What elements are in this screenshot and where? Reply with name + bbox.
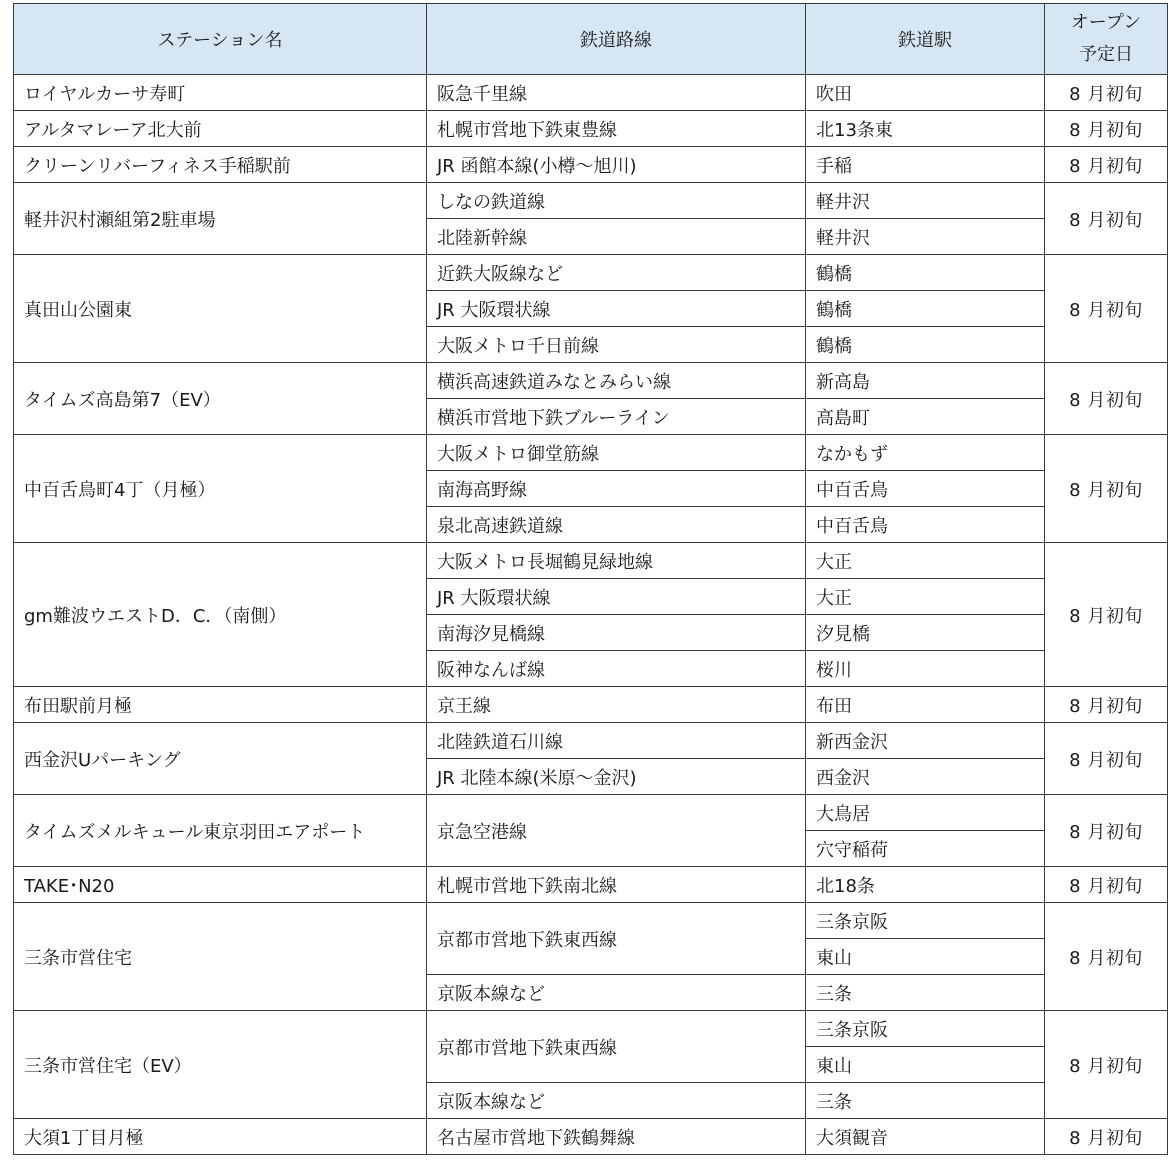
railway-line-cell: JR 大阪環状線	[427, 579, 806, 615]
open-date-cell: 8 月初旬	[1045, 1011, 1168, 1119]
table-row	[14, 543, 1168, 579]
station-name-cell: ロイヤルカーサ寿町	[14, 75, 427, 111]
railway-station-cell: 鶴橋	[806, 291, 1045, 327]
station-table	[13, 3, 1168, 1155]
railway-line-cell: JR 大阪環状線	[427, 291, 806, 327]
railway-line-cell: 泉北高速鉄道線	[427, 507, 806, 543]
table-row	[14, 363, 1168, 399]
header-station-name: ステーション名	[14, 4, 427, 75]
station-name-cell: アルタマレーア北大前	[14, 111, 427, 147]
table-row	[14, 75, 1168, 111]
railway-line-cell: 大阪メトロ千日前線	[427, 327, 806, 363]
table-row	[14, 147, 1168, 183]
station-name-cell: 中百舌鳥町4丁（月極）	[14, 435, 427, 543]
open-date-cell: 8 月初旬	[1045, 435, 1168, 543]
station-name-cell: 西金沢Uパーキング	[14, 723, 427, 795]
railway-station-cell: 三条	[806, 1083, 1045, 1119]
station-name-cell: 軽井沢村瀬組第2駐車場	[14, 183, 427, 255]
open-date-cell: 8 月初旬	[1045, 723, 1168, 795]
table-row	[14, 903, 1168, 939]
open-date-cell: 8 月初旬	[1045, 795, 1168, 867]
station-name-cell: 真田山公園東	[14, 255, 427, 363]
table-row	[14, 111, 1168, 147]
station-name-cell: 布田駅前月極	[14, 687, 427, 723]
railway-station-cell: 吹田	[806, 75, 1045, 111]
open-date-cell: 8 月初旬	[1045, 111, 1168, 147]
railway-line-cell: 横浜高速鉄道みなとみらい線	[427, 363, 806, 399]
open-date-cell: 8 月初旬	[1045, 147, 1168, 183]
header-open-line2: 予定日	[1079, 44, 1133, 65]
railway-line-cell: 札幌市営地下鉄東豊線	[427, 111, 806, 147]
railway-station-cell: 大須観音	[806, 1119, 1045, 1155]
railway-station-cell: 三条	[806, 975, 1045, 1011]
header-open-date	[1045, 4, 1168, 75]
table-row	[14, 867, 1168, 903]
railway-line-cell: 北陸鉄道石川線	[427, 723, 806, 759]
railway-line-cell: 札幌市営地下鉄南北線	[427, 867, 806, 903]
station-name-cell: gm難波ウエストD．C．（南側）	[14, 543, 427, 687]
table-row	[14, 183, 1168, 219]
railway-station-cell: 穴守稲荷	[806, 831, 1045, 867]
railway-station-cell: 高島町	[806, 399, 1045, 435]
station-name-cell: タイムズ高島第7（EV）	[14, 363, 427, 435]
railway-station-cell: 北18条	[806, 867, 1045, 903]
railway-line-cell: 北陸新幹線	[427, 219, 806, 255]
railway-line-cell: 京阪本線など	[427, 975, 806, 1011]
table-row	[14, 1119, 1168, 1155]
railway-station-cell: 大正	[806, 543, 1045, 579]
open-date-cell: 8 月初旬	[1045, 255, 1168, 363]
railway-station-cell: 三条京阪	[806, 1011, 1045, 1047]
railway-station-cell: なかもず	[806, 435, 1045, 471]
table-row	[14, 723, 1168, 759]
railway-line-cell: 横浜市営地下鉄ブルーライン	[427, 399, 806, 435]
railway-line-cell: しなの鉄道線	[427, 183, 806, 219]
table-row	[14, 1011, 1168, 1047]
table-row	[14, 255, 1168, 291]
railway-station-cell: 鶴橋	[806, 327, 1045, 363]
railway-line-cell: JR 函館本線(小樽～旭川)	[427, 147, 806, 183]
open-date-cell: 8 月初旬	[1045, 903, 1168, 1011]
railway-station-cell: 大鳥居	[806, 795, 1045, 831]
railway-station-cell: 汐見橋	[806, 615, 1045, 651]
railway-line-cell: 名古屋市営地下鉄鶴舞線	[427, 1119, 806, 1155]
railway-station-cell: 大正	[806, 579, 1045, 615]
open-date-cell: 8 月初旬	[1045, 363, 1168, 435]
railway-line-cell: 京都市営地下鉄東西線	[427, 1011, 806, 1083]
railway-line-cell: 京急空港線	[427, 795, 806, 867]
railway-station-cell: 新高島	[806, 363, 1045, 399]
station-name-cell: 大須1丁目月極	[14, 1119, 427, 1155]
railway-line-cell: 南海高野線	[427, 471, 806, 507]
railway-station-cell: 手稲	[806, 147, 1045, 183]
open-date-cell: 8 月初旬	[1045, 867, 1168, 903]
railway-station-cell: 北13条東	[806, 111, 1045, 147]
railway-line-cell: 大阪メトロ御堂筋線	[427, 435, 806, 471]
header-open-line1: オープン	[1070, 12, 1142, 33]
railway-line-cell: 京都市営地下鉄東西線	[427, 903, 806, 975]
railway-line-cell: 阪急千里線	[427, 75, 806, 111]
station-name-cell: クリーンリバーフィネス手稲駅前	[14, 147, 427, 183]
open-date-cell: 8 月初旬	[1045, 1119, 1168, 1155]
railway-station-cell: 東山	[806, 939, 1045, 975]
railway-station-cell: 三条京阪	[806, 903, 1045, 939]
station-name-cell: TAKE･N20	[14, 867, 427, 903]
railway-station-cell: 中百舌鳥	[806, 471, 1045, 507]
railway-station-cell: 東山	[806, 1047, 1045, 1083]
railway-station-cell: 布田	[806, 687, 1045, 723]
open-date-cell: 8 月初旬	[1045, 687, 1168, 723]
table-row	[14, 687, 1168, 723]
header-railway-station: 鉄道駅	[806, 4, 1045, 75]
railway-station-cell: 桜川	[806, 651, 1045, 687]
open-date-cell: 8 月初旬	[1045, 75, 1168, 111]
table-row	[14, 795, 1168, 831]
railway-station-cell: 中百舌鳥	[806, 507, 1045, 543]
open-date-cell: 8 月初旬	[1045, 183, 1168, 255]
railway-station-cell: 鶴橋	[806, 255, 1045, 291]
railway-line-cell: 京王線	[427, 687, 806, 723]
railway-station-cell: 新西金沢	[806, 723, 1045, 759]
railway-station-cell: 軽井沢	[806, 219, 1045, 255]
railway-station-cell: 軽井沢	[806, 183, 1045, 219]
railway-line-cell: 阪神なんば線	[427, 651, 806, 687]
header-railway-line: 鉄道路線	[427, 4, 806, 75]
railway-line-cell: 南海汐見橋線	[427, 615, 806, 651]
railway-line-cell: 京阪本線など	[427, 1083, 806, 1119]
railway-line-cell: 大阪メトロ長堀鶴見緑地線	[427, 543, 806, 579]
table-body	[14, 75, 1168, 1155]
open-date-cell: 8 月初旬	[1045, 543, 1168, 687]
header-row	[14, 4, 1168, 75]
station-name-cell: 三条市営住宅（EV）	[14, 1011, 427, 1119]
table-row	[14, 435, 1168, 471]
railway-line-cell: JR 北陸本線(米原～金沢)	[427, 759, 806, 795]
railway-station-cell: 西金沢	[806, 759, 1045, 795]
railway-line-cell: 近鉄大阪線など	[427, 255, 806, 291]
station-name-cell: タイムズメルキュール東京羽田エアポート	[14, 795, 427, 867]
station-name-cell: 三条市営住宅	[14, 903, 427, 1011]
